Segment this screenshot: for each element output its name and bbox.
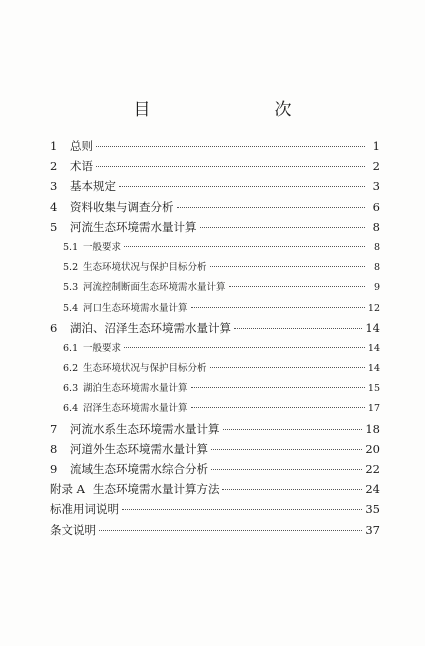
- toc-entry-number: 5.4: [63, 302, 79, 314]
- toc-entry-title: 标准用词说明: [50, 502, 119, 517]
- toc-entry-title: 河流生态环境需水量计算: [70, 219, 197, 234]
- toc-entry-title: 基本规定: [70, 179, 116, 194]
- toc-entry-page: 20: [365, 441, 380, 456]
- toc-entry-title: 湖泊、沼泽生态环境需水量计算: [70, 320, 231, 335]
- toc-entry-page: 8: [373, 262, 380, 274]
- toc-entry-number: 1: [50, 139, 58, 153]
- toc-entry-number: 5.3: [63, 282, 79, 294]
- toc-entry-page: 12: [367, 302, 380, 314]
- toc-entry-title: 河道外生态环境需水量计算: [70, 441, 208, 456]
- toc-entry[interactable]: [50, 421, 380, 441]
- dot-leader: [223, 429, 363, 430]
- toc-entry[interactable]: [50, 259, 380, 279]
- dot-leader: [96, 146, 365, 147]
- toc-entry-number: 5: [50, 219, 58, 234]
- dot-leader: [210, 266, 365, 267]
- toc-entry-title: 生态环境状况与保护目标分析: [83, 262, 207, 274]
- toc-entry-title: 术语: [70, 159, 93, 174]
- toc-entry-title: 沼泽生态环境需水量计算: [83, 403, 188, 415]
- toc-entry-page: 18: [365, 421, 380, 436]
- page-title: 目 次: [133, 100, 322, 120]
- toc-entry-page: 6: [372, 199, 380, 214]
- toc-entry-number: 8: [50, 441, 58, 456]
- dot-leader: [210, 367, 365, 368]
- toc-entry-page: 14: [367, 363, 380, 375]
- toc-entry-number: 2: [50, 159, 58, 174]
- dot-leader: [124, 347, 365, 348]
- toc-entry[interactable]: [50, 380, 380, 400]
- dot-leader: [191, 407, 365, 408]
- toc-entry-page: 24: [365, 482, 380, 497]
- toc-entry[interactable]: [50, 441, 380, 461]
- dot-leader: [119, 186, 365, 187]
- toc-entry-page: 22: [365, 462, 380, 476]
- toc-entry[interactable]: [50, 138, 380, 158]
- toc-entry-number: 附录 A: [50, 482, 85, 497]
- toc-entry[interactable]: [50, 481, 380, 501]
- toc-entry-number: 9: [50, 462, 58, 476]
- toc-entry-title: 生态环境状况与保护目标分析: [83, 363, 207, 375]
- toc-entry-page: 2: [372, 159, 380, 174]
- toc-entry[interactable]: [50, 340, 380, 360]
- toc-entry-title: 总则: [70, 139, 93, 153]
- dot-leader: [211, 469, 362, 470]
- toc-entry[interactable]: [50, 522, 380, 542]
- dot-leader: [124, 246, 365, 247]
- toc-entry-title: 一般要求: [83, 342, 122, 354]
- toc-entry[interactable]: [50, 199, 380, 219]
- toc-entry-title: 一般要求: [83, 241, 122, 253]
- toc-entry[interactable]: [50, 461, 380, 481]
- toc-entry-page: 8: [373, 241, 380, 253]
- toc-entry-number: 7: [50, 421, 58, 436]
- toc-entry[interactable]: [50, 501, 380, 521]
- dot-leader: [211, 449, 362, 450]
- toc-entry-page: 9: [373, 282, 380, 294]
- toc-entry-page: 14: [365, 320, 380, 335]
- toc-entry[interactable]: [50, 239, 380, 259]
- toc-entry-title: 生态环境需水量计算方法: [92, 482, 220, 497]
- toc-entry-title: 河流水系生态环境需水量计算: [70, 421, 220, 436]
- toc-entry-number: 6: [50, 320, 58, 335]
- toc-entry-number: 6.4: [63, 403, 79, 415]
- toc-entry[interactable]: [50, 158, 380, 178]
- toc-entry-number: 5.1: [63, 241, 79, 253]
- toc-entry-title: 资料收集与调查分析: [70, 199, 174, 214]
- dot-leader: [99, 530, 362, 531]
- toc-entry[interactable]: [50, 400, 380, 420]
- toc-entry-page: 17: [367, 403, 380, 415]
- dot-leader: [234, 328, 362, 329]
- toc-entry-page: 35: [365, 502, 380, 517]
- dot-leader: [122, 509, 362, 510]
- toc-entry-number: 3: [50, 179, 58, 194]
- toc-entry[interactable]: [50, 300, 380, 320]
- toc-entry-number: 6.3: [63, 383, 79, 395]
- toc-entry-page: 37: [365, 522, 380, 537]
- toc-entry[interactable]: [50, 320, 380, 340]
- toc-entry-title: 条文说明: [50, 522, 96, 537]
- toc-entry-title: 河流控制断面生态环境需水量计算: [83, 282, 226, 294]
- dot-leader: [177, 207, 366, 208]
- dot-leader: [222, 489, 362, 490]
- toc-entry-title: 流域生态环境需水综合分析: [70, 462, 208, 476]
- toc-entry-number: 6.2: [63, 363, 79, 375]
- toc-entry-title: 河口生态环境需水量计算: [83, 302, 188, 314]
- toc-entry-page: 14: [367, 342, 380, 354]
- toc-entry-page: 3: [372, 179, 380, 194]
- table-of-contents: [50, 138, 380, 542]
- toc-entry[interactable]: [50, 360, 380, 380]
- dot-leader: [191, 307, 365, 308]
- toc-entry-number: 6.1: [63, 342, 79, 354]
- dot-leader: [200, 227, 366, 228]
- toc-entry[interactable]: [50, 178, 380, 198]
- dot-leader: [96, 166, 365, 167]
- toc-entry[interactable]: [50, 219, 380, 239]
- toc-entry-number: 4: [50, 199, 58, 214]
- toc-entry-page: 8: [372, 219, 380, 234]
- dot-leader: [191, 387, 365, 388]
- toc-entry[interactable]: [50, 279, 380, 299]
- toc-entry-page: 1: [372, 139, 380, 153]
- dot-leader: [229, 286, 365, 287]
- toc-entry-page: 15: [367, 383, 380, 395]
- toc-entry-number: 5.2: [63, 262, 79, 274]
- toc-entry-title: 湖泊生态环境需水量计算: [83, 383, 188, 395]
